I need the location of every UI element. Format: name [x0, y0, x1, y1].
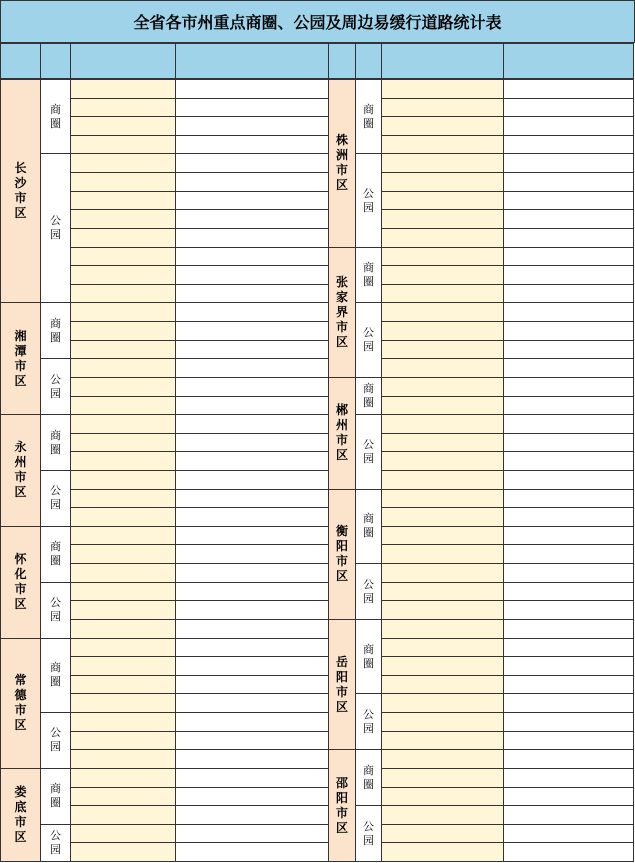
- road-cell: [503, 563, 634, 583]
- location-cell: [381, 526, 504, 546]
- city-cell: 郴州市区: [328, 377, 356, 490]
- road-cell: [175, 712, 329, 732]
- location-cell: [70, 805, 176, 825]
- road-cell: [175, 656, 329, 676]
- road-cell: [175, 768, 329, 788]
- city-cell: 娄底市区: [0, 768, 41, 862]
- road-cell: [175, 377, 329, 397]
- type-cell: 商圈: [40, 768, 71, 825]
- road-cell: [503, 712, 634, 732]
- road-cell: [503, 656, 634, 676]
- location-cell: [381, 377, 504, 397]
- location-cell: [70, 563, 176, 583]
- road-cell: [175, 172, 329, 192]
- location-cell: [381, 470, 504, 490]
- location-cell: [381, 693, 504, 713]
- header-location: [381, 43, 504, 79]
- location-cell: [381, 600, 504, 620]
- location-cell: [70, 824, 176, 844]
- location-cell: [381, 656, 504, 676]
- location-cell: [381, 731, 504, 751]
- type-cell: 商圈: [355, 247, 382, 304]
- location-cell: [381, 284, 504, 304]
- road-cell: [503, 787, 634, 807]
- road-cell: [503, 768, 634, 788]
- road-cell: [175, 544, 329, 564]
- location-cell: [70, 116, 176, 136]
- location-cell: [381, 842, 504, 862]
- city-cell: 张家界市区: [328, 247, 356, 378]
- header-location: [70, 43, 176, 79]
- location-cell: [70, 209, 176, 229]
- location-cell: [381, 247, 504, 267]
- location-cell: [70, 731, 176, 751]
- location-cell: [381, 209, 504, 229]
- road-cell: [503, 116, 634, 136]
- location-cell: [381, 582, 504, 602]
- road-cell: [503, 582, 634, 602]
- header-city: [328, 43, 356, 79]
- location-cell: [381, 153, 504, 173]
- location-cell: [381, 749, 504, 769]
- location-cell: [381, 563, 504, 583]
- road-cell: [503, 414, 634, 434]
- table-title: 全省各市州重点商圈、公园及周边易缓行道路统计表: [0, 0, 635, 43]
- road-cell: [175, 451, 329, 471]
- road-cell: [175, 489, 329, 509]
- road-cell: [503, 340, 634, 360]
- road-cell: [503, 507, 634, 527]
- location-cell: [381, 451, 504, 471]
- city-cell: 岳阳市区: [328, 619, 356, 750]
- road-cell: [175, 619, 329, 639]
- type-cell: 公园: [40, 358, 71, 415]
- road-cell: [503, 824, 634, 844]
- road-cell: [503, 675, 634, 695]
- road-cell: [503, 638, 634, 658]
- location-cell: [70, 340, 176, 360]
- location-cell: [70, 451, 176, 471]
- location-cell: [70, 414, 176, 434]
- road-cell: [175, 675, 329, 695]
- location-cell: [381, 396, 504, 416]
- location-cell: [70, 787, 176, 807]
- location-cell: [381, 824, 504, 844]
- road-cell: [175, 209, 329, 229]
- header-roads: [503, 43, 634, 79]
- road-cell: [175, 600, 329, 620]
- location-cell: [70, 79, 176, 99]
- location-cell: [381, 433, 504, 453]
- type-cell: 商圈: [40, 302, 71, 359]
- location-cell: [381, 507, 504, 527]
- road-cell: [503, 377, 634, 397]
- location-cell: [70, 470, 176, 490]
- road-cell: [175, 358, 329, 378]
- location-cell: [381, 302, 504, 322]
- type-cell: 公园: [40, 582, 71, 639]
- road-cell: [503, 135, 634, 155]
- type-cell: 商圈: [40, 414, 71, 471]
- location-cell: [381, 172, 504, 192]
- road-cell: [503, 191, 634, 211]
- road-cell: [175, 135, 329, 155]
- location-cell: [381, 228, 504, 248]
- road-cell: [175, 638, 329, 658]
- city-cell: 湘潭市区: [0, 302, 41, 415]
- location-cell: [70, 675, 176, 695]
- location-cell: [381, 489, 504, 509]
- location-cell: [70, 433, 176, 453]
- road-cell: [503, 98, 634, 118]
- road-cell: [175, 805, 329, 825]
- road-cell: [503, 358, 634, 378]
- location-cell: [381, 340, 504, 360]
- location-cell: [70, 600, 176, 620]
- type-cell: 公园: [40, 153, 71, 303]
- road-cell: [503, 470, 634, 490]
- location-cell: [70, 377, 176, 397]
- road-cell: [175, 321, 329, 341]
- location-cell: [381, 675, 504, 695]
- location-cell: [381, 619, 504, 639]
- location-cell: [70, 489, 176, 509]
- type-cell: 公园: [40, 824, 71, 862]
- city-cell: 衡阳市区: [328, 489, 356, 620]
- type-cell: 公园: [355, 805, 382, 862]
- road-cell: [503, 302, 634, 322]
- type-cell: 商圈: [355, 749, 382, 806]
- type-cell: 商圈: [40, 79, 71, 154]
- type-cell: 公园: [355, 414, 382, 489]
- road-cell: [175, 284, 329, 304]
- road-cell: [503, 433, 634, 453]
- road-cell: [503, 693, 634, 713]
- type-cell: 商圈: [355, 619, 382, 694]
- road-cell: [503, 265, 634, 285]
- road-cell: [175, 340, 329, 360]
- road-cell: [503, 600, 634, 620]
- location-cell: [70, 526, 176, 546]
- road-cell: [503, 731, 634, 751]
- location-cell: [70, 172, 176, 192]
- location-cell: [381, 805, 504, 825]
- road-cell: [175, 563, 329, 583]
- location-cell: [70, 153, 176, 173]
- type-cell: 商圈: [355, 489, 382, 564]
- type-cell: 公园: [355, 302, 382, 377]
- road-cell: [175, 228, 329, 248]
- road-cell: [175, 396, 329, 416]
- location-cell: [70, 749, 176, 769]
- road-cell: [503, 153, 634, 173]
- location-cell: [70, 284, 176, 304]
- road-cell: [503, 79, 634, 99]
- road-cell: [503, 172, 634, 192]
- location-cell: [70, 302, 176, 322]
- road-cell: [175, 526, 329, 546]
- road-cell: [503, 209, 634, 229]
- road-cell: [503, 396, 634, 416]
- road-cell: [503, 749, 634, 769]
- road-cell: [175, 582, 329, 602]
- road-cell: [175, 731, 329, 751]
- road-cell: [175, 79, 329, 99]
- location-cell: [381, 116, 504, 136]
- road-cell: [503, 805, 634, 825]
- road-cell: [175, 787, 329, 807]
- type-cell: 商圈: [355, 79, 382, 154]
- location-cell: [381, 79, 504, 99]
- location-cell: [70, 358, 176, 378]
- type-cell: 公园: [355, 693, 382, 750]
- location-cell: [381, 321, 504, 341]
- type-cell: 公园: [40, 712, 71, 769]
- location-cell: [70, 693, 176, 713]
- location-cell: [381, 712, 504, 732]
- location-cell: [70, 619, 176, 639]
- road-cell: [503, 284, 634, 304]
- location-cell: [70, 265, 176, 285]
- road-cell: [175, 693, 329, 713]
- type-cell: 商圈: [40, 526, 71, 583]
- location-cell: [70, 768, 176, 788]
- type-cell: 公园: [355, 153, 382, 247]
- road-cell: [175, 507, 329, 527]
- location-cell: [381, 544, 504, 564]
- location-cell: [70, 98, 176, 118]
- header-city: [0, 43, 41, 79]
- road-cell: [503, 619, 634, 639]
- road-cell: [175, 98, 329, 118]
- location-cell: [70, 638, 176, 658]
- road-cell: [503, 228, 634, 248]
- road-cell: [503, 247, 634, 267]
- location-cell: [70, 507, 176, 527]
- city-cell: 怀化市区: [0, 526, 41, 639]
- location-cell: [70, 842, 176, 862]
- city-cell: 邵阳市区: [328, 749, 356, 862]
- city-cell: 永州市区: [0, 414, 41, 527]
- road-cell: [175, 191, 329, 211]
- road-cell: [503, 526, 634, 546]
- road-cell: [175, 247, 329, 267]
- location-cell: [70, 656, 176, 676]
- location-cell: [70, 712, 176, 732]
- road-cell: [503, 544, 634, 564]
- road-cell: [175, 116, 329, 136]
- road-cell: [503, 451, 634, 471]
- location-cell: [70, 228, 176, 248]
- type-cell: 公园: [40, 470, 71, 527]
- road-cell: [503, 321, 634, 341]
- type-cell: 公园: [355, 563, 382, 620]
- location-cell: [381, 787, 504, 807]
- location-cell: [70, 582, 176, 602]
- city-cell: 长沙市区: [0, 79, 41, 303]
- location-cell: [70, 191, 176, 211]
- type-cell: 商圈: [40, 638, 71, 713]
- location-cell: [70, 396, 176, 416]
- road-cell: [175, 414, 329, 434]
- location-cell: [381, 638, 504, 658]
- road-cell: [175, 153, 329, 173]
- location-cell: [381, 98, 504, 118]
- location-cell: [381, 358, 504, 378]
- header-type: [355, 43, 382, 79]
- location-cell: [70, 247, 176, 267]
- road-cell: [175, 265, 329, 285]
- location-cell: [381, 414, 504, 434]
- location-cell: [381, 265, 504, 285]
- location-cell: [381, 135, 504, 155]
- location-cell: [381, 768, 504, 788]
- location-cell: [70, 135, 176, 155]
- road-cell: [175, 749, 329, 769]
- header-roads: [175, 43, 329, 79]
- header-type: [40, 43, 71, 79]
- location-cell: [70, 544, 176, 564]
- location-cell: [381, 191, 504, 211]
- road-cell: [175, 842, 329, 862]
- type-cell: 商圈: [355, 377, 382, 415]
- location-cell: [70, 321, 176, 341]
- road-cell: [175, 824, 329, 844]
- road-cell: [175, 302, 329, 322]
- road-cell: [503, 489, 634, 509]
- road-cell: [503, 842, 634, 862]
- city-cell: 株洲市区: [328, 79, 356, 248]
- road-cell: [175, 470, 329, 490]
- city-cell: 常德市区: [0, 638, 41, 769]
- road-cell: [175, 433, 329, 453]
